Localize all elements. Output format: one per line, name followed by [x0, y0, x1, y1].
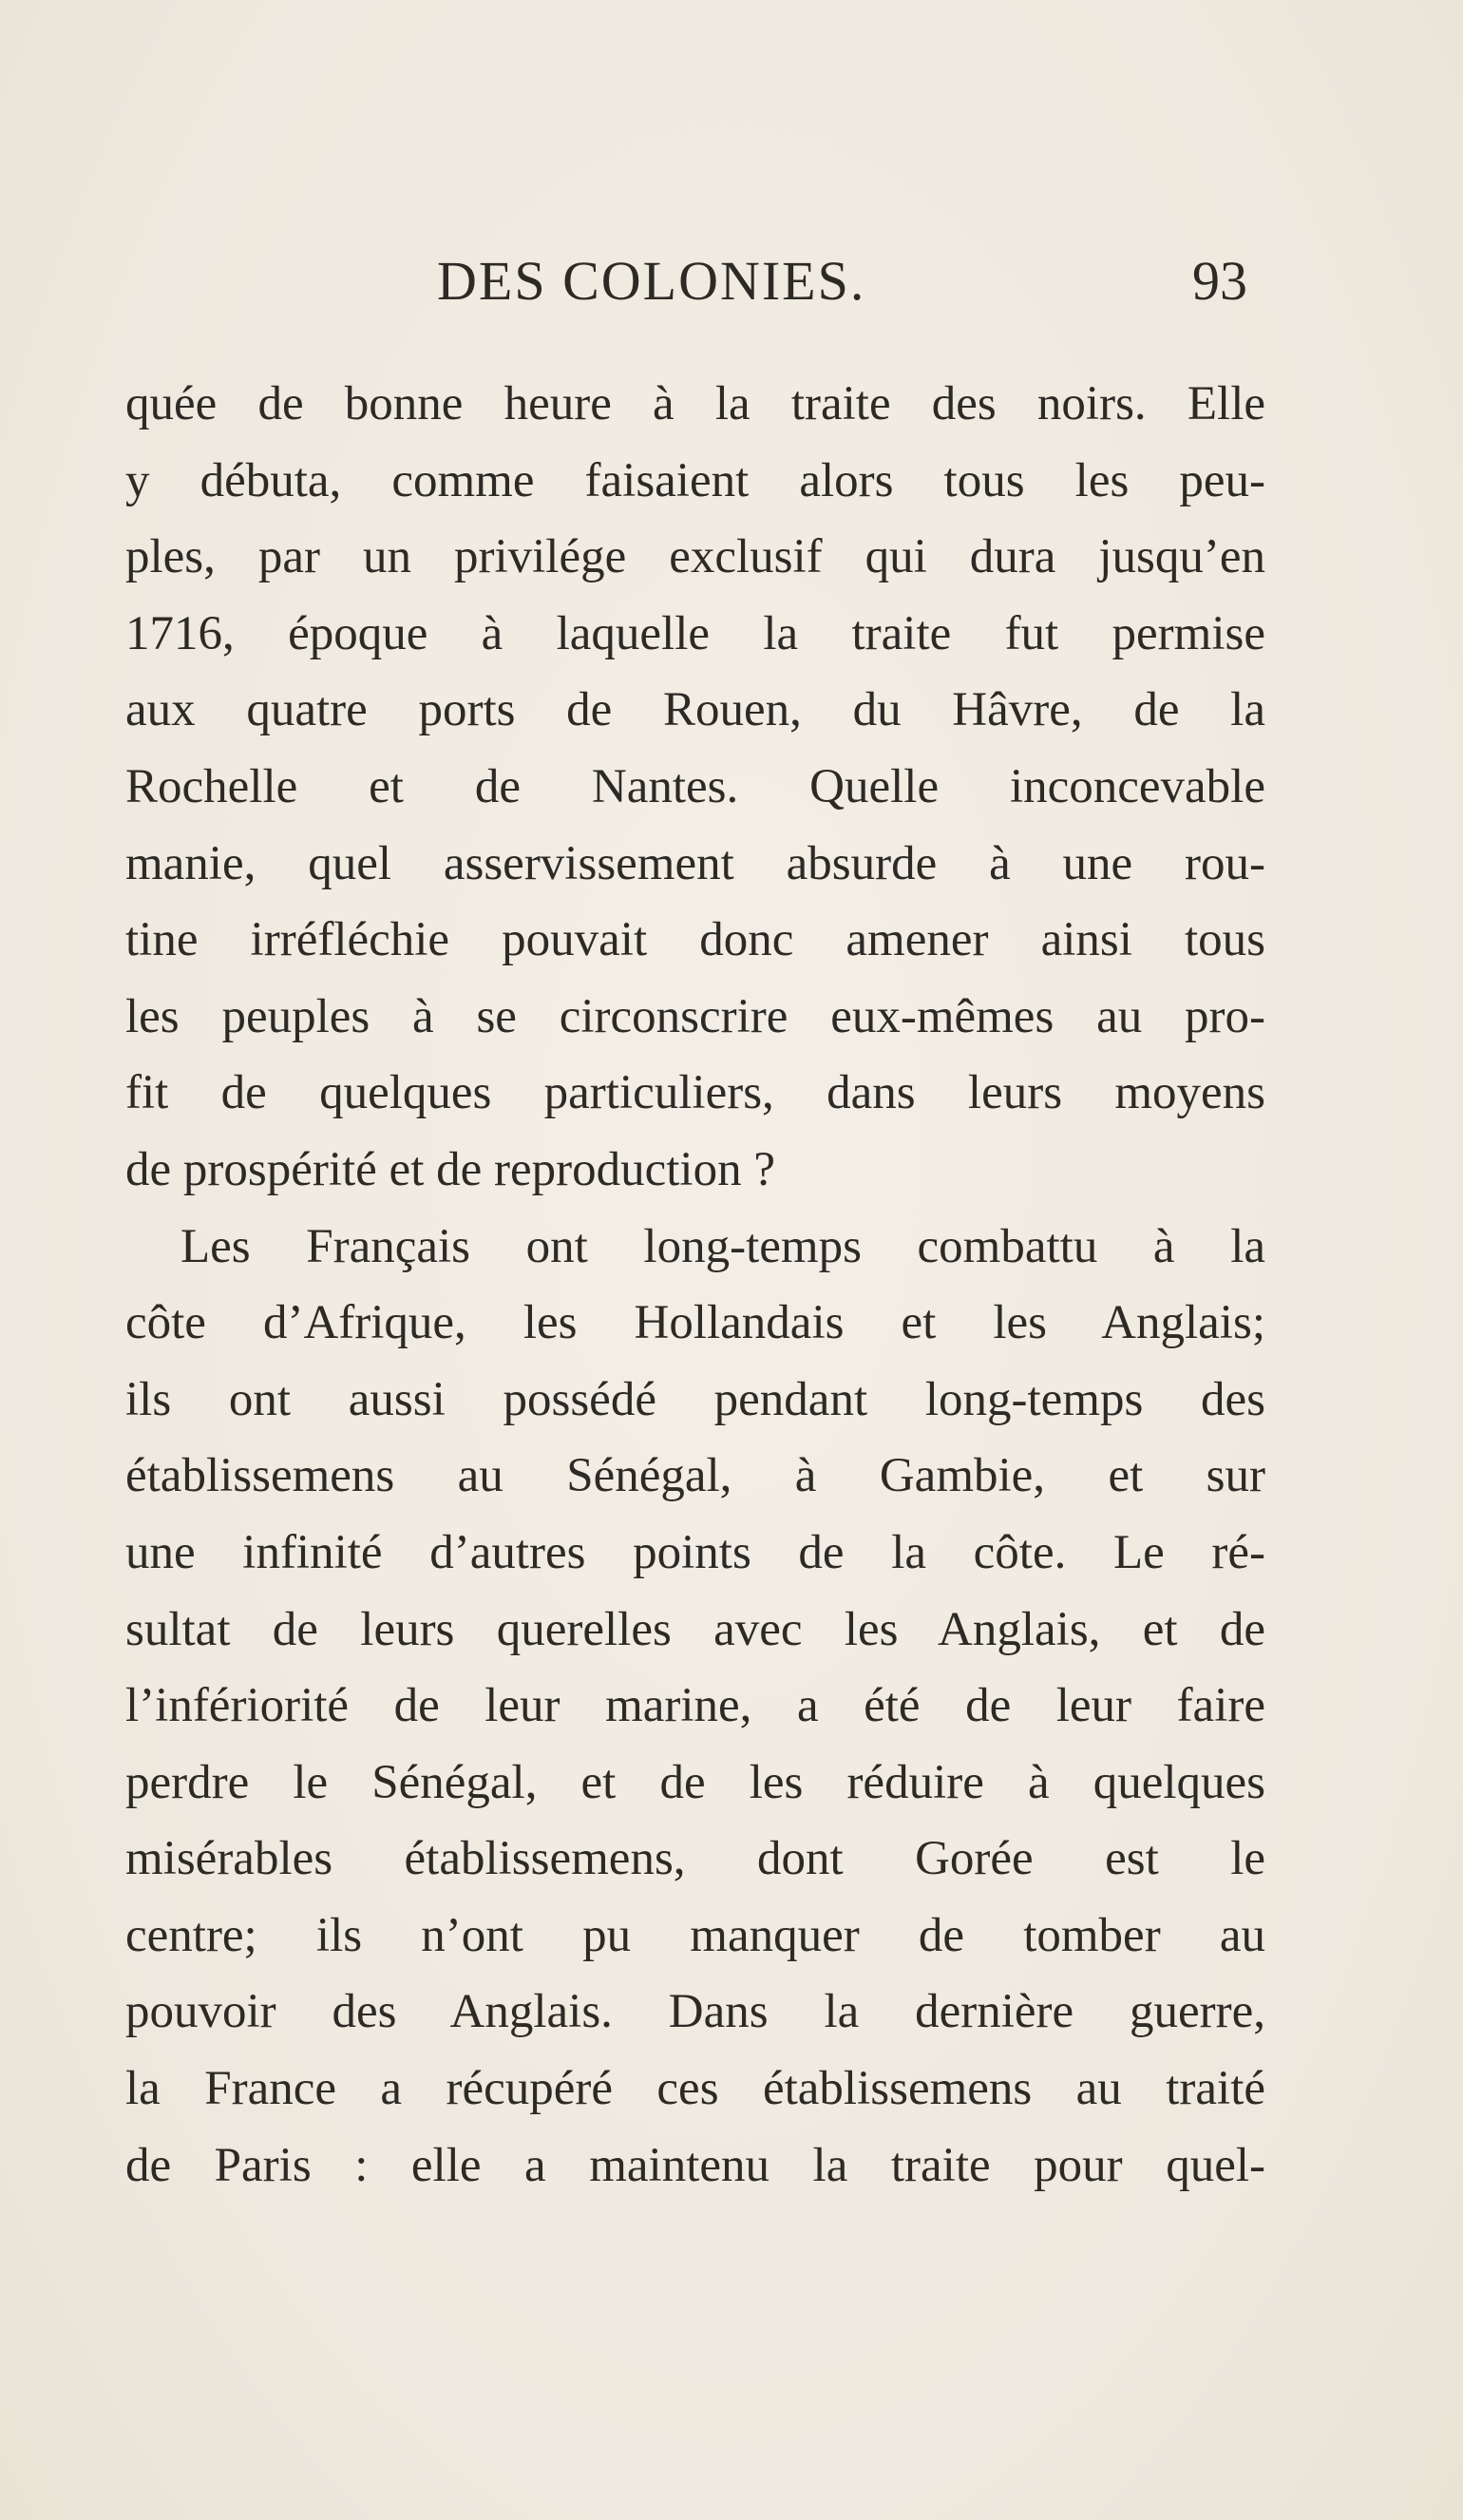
- text-line: misérables établissemens, dont Gorée est le: [125, 1832, 1265, 1886]
- text-line: Rochelle et de Nantes. Quelle inconcevable: [125, 759, 1265, 813]
- text-line: fit de quelques particuliers, dans leurs moyens: [125, 1066, 1265, 1120]
- body-text: [125, 366, 1265, 2204]
- text-line: aux quatre ports de Rouen, du Hâvre, de la: [125, 683, 1265, 737]
- text-line: ils ont aussi possédé pendant long-temps des: [125, 1372, 1265, 1426]
- text-line: les peuples à se circonscrire eux-mêmes au pro-: [125, 989, 1265, 1043]
- running-head: DES COLONIES.: [437, 250, 866, 312]
- text-line: y débuta, comme faisaient alors tous les peu-: [125, 453, 1265, 507]
- text-line: 1716, époque à laquelle la traite fut permise: [125, 606, 1265, 660]
- text-line: perdre le Sénégal, et de les réduire à quelques: [125, 1755, 1265, 1809]
- text-line: quée de bonne heure à la traite des noirs. Elle: [125, 377, 1265, 430]
- text-line: tine irréfléchie pouvait donc amener ainsi tous: [125, 913, 1265, 967]
- page-header: [0, 249, 1463, 315]
- text-line: manie, quel asservissement absurde à une rou-: [125, 836, 1265, 890]
- text-line: établissemens au Sénégal, à Gambie, et sur: [125, 1449, 1265, 1503]
- text-line: de prospérité et de reproduction ?: [125, 1142, 775, 1196]
- text-line: pouvoir des Anglais. Dans la dernière guerre,: [125, 1985, 1265, 2039]
- text-line: centre; ils n’ont pu manquer de tomber au: [125, 1908, 1265, 1962]
- text-line: la France a récupéré ces établissemens au traité: [125, 2062, 1265, 2116]
- text-line: de Paris : elle a maintenu la traite pour quel-: [125, 2138, 1265, 2192]
- text-line: côte d’Afrique, les Hollandais et les Anglais;: [125, 1296, 1265, 1350]
- text-line: ples, par un privilége exclusif qui dura jusqu’en: [125, 530, 1265, 584]
- text-line: sultat de leurs querelles avec les Anglais, et de: [125, 1602, 1265, 1656]
- paragraph-start-line: Les Français ont long-temps combattu à la: [180, 1219, 1265, 1273]
- page-number: 93: [1192, 250, 1247, 312]
- text-line: une infinité d’autres points de la côte. Le ré-: [125, 1525, 1265, 1579]
- text-line: l’infériorité de leur marine, a été de leur faire: [125, 1679, 1265, 1733]
